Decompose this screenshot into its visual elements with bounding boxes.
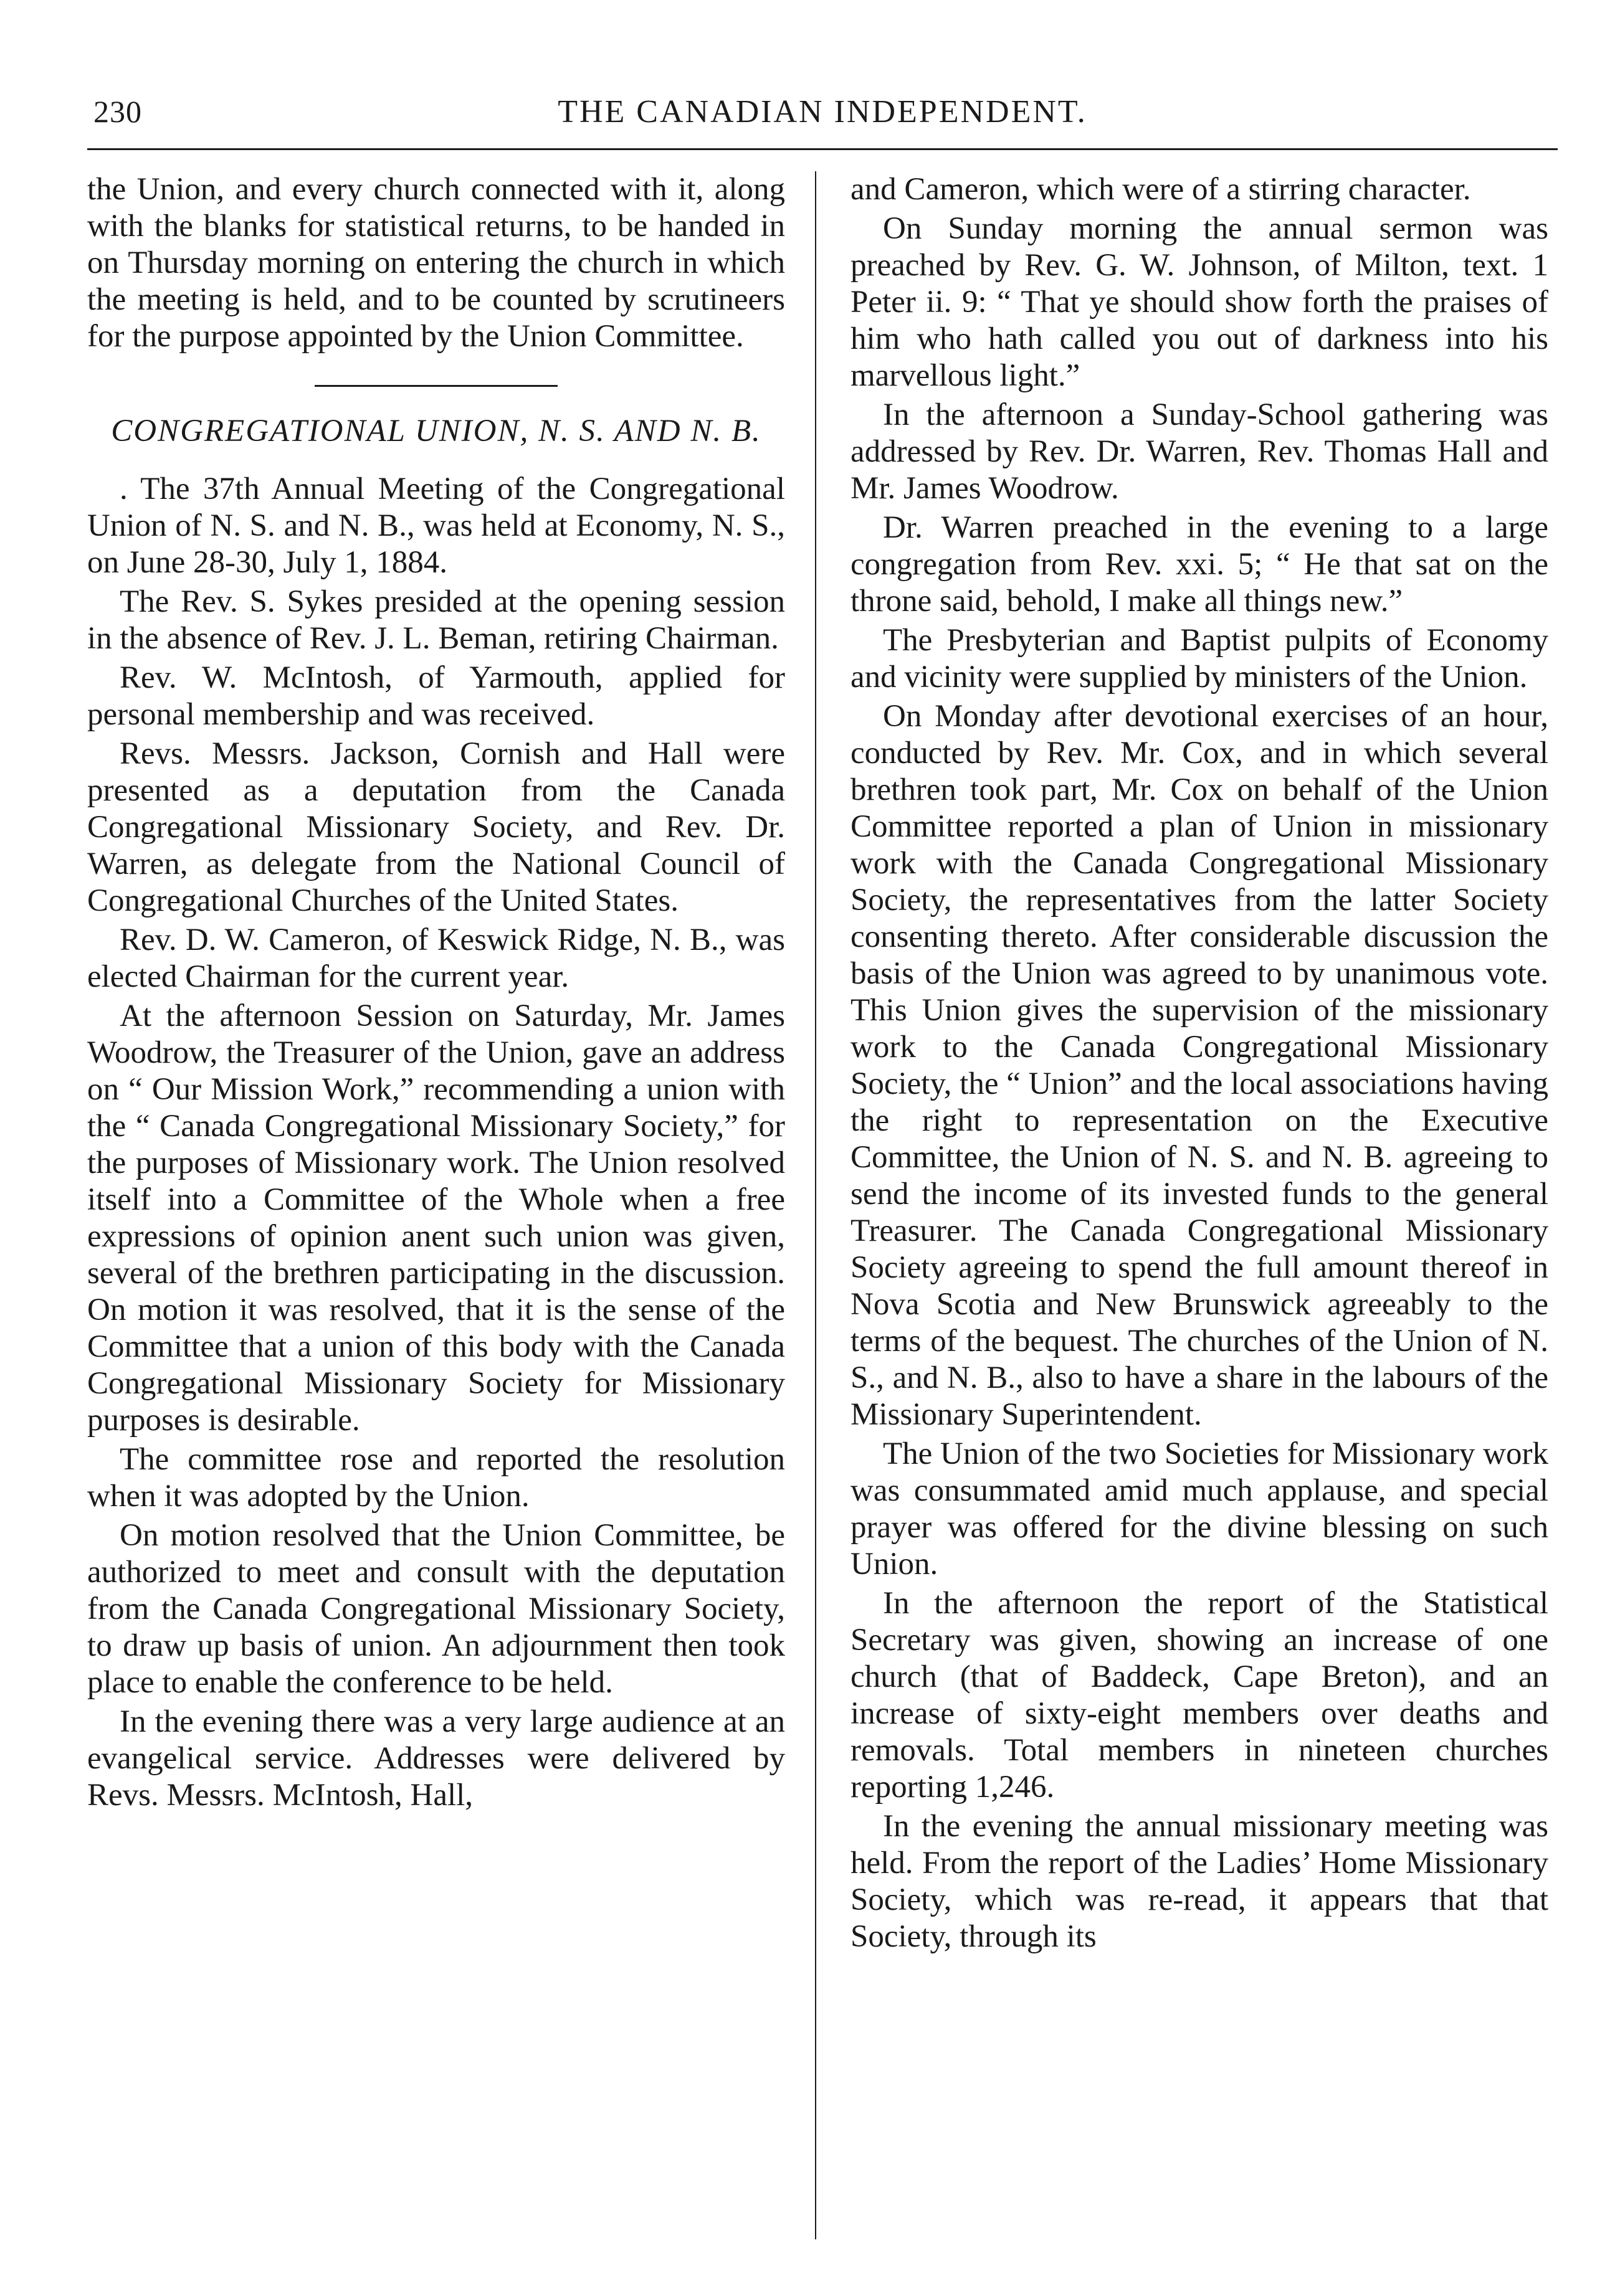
paragraph: On Monday after devotional exercises of an hour, conducted by Rev. Mr. Cox, and in which several brethren took part, Mr. Cox on behalf of the Union Committee reported a plan of Union in missionary work with the Canada Congregational Missionary Society, the representatives from the latter Society consenting thereto. After considerable discussion the basis of the Union was agreed to by unanimous vote. This Union gives the supervision of the missionary work to the Canada Congregational Missionary Society, the “ Union” and the local associations having the right to representation on the Executive Committee, the Union of N. S. and N. B. agreeing to send the income of its invested funds to the general Treasurer. The Canada Congregational Missionary Society agreeing to spend the full amount thereof in Nova Scotia and New Brunswick agreeably to the terms of the bequest. The churches of the Union of N. S., and N. B., also to have a share in the labours of the Missionary Superintendent.: [850, 699, 1548, 1432]
paragraph: . The 37th Annual Meeting of the Congregational Union of N. S. and N. B., was held at Economy, N. S., on June 28-30, July 1, 1884.: [87, 472, 785, 580]
paragraph: In the afternoon the report of the Statistical Secretary was given, showing an increase of one church (that of Baddeck, Cape Breton), and an increase of sixty-eight members over deaths and removals. Total members in nineteen churches reporting 1,246.: [850, 1586, 1548, 1805]
paragraph: In the evening there was a very large audience at an evangelical service. Addresses were delivered by Revs. Messrs. McIntosh, Hall,: [87, 1704, 785, 1813]
paragraph: On motion resolved that the Union Committee, be authorized to meet and consult with the deputation from the Canada Congregational Missionary Society, to draw up basis of union. An adjournment then took place to enable the conference to be held.: [87, 1518, 785, 1700]
continued-paragraph: and Cameron, which were of a stirring character.: [850, 172, 1471, 207]
paragraph: Rev. W. McIntosh, of Yarmouth, applied for personal membership and was received.: [87, 660, 785, 732]
paragraph: Rev. D. W. Cameron, of Keswick Ridge, N. B., was elected Chairman for the current year.: [87, 923, 785, 994]
right-column: [850, 171, 1548, 1958]
paragraph: The Union of the two Societies for Missionary work was consummated amid much applause, and special prayer was offered for the divine blessing on such Union.: [850, 1436, 1548, 1582]
running-head: [87, 81, 1558, 143]
section-divider: [315, 385, 558, 387]
paragraph: In the afternoon a Sunday-School gathering was addressed by Rev. Dr. Warren, Rev. Thomas Hall and Mr. James Woodrow.: [850, 397, 1548, 506]
paragraph: Dr. Warren preached in the evening to a large congregation from Rev. xxi. 5; “ He that sat on the throne said, behold, I make all things new.”: [850, 510, 1548, 619]
text-columns: [87, 171, 1558, 2249]
paragraph: The committee rose and reported the resolution when it was adopted by the Union.: [87, 1442, 785, 1514]
column-rule: [815, 171, 816, 2239]
document-page: [87, 81, 1558, 2249]
paragraph: The Rev. S. Sykes presided at the opening session in the absence of Rev. J. L. Beman, retiring Chairman.: [87, 584, 785, 656]
journal-title: THE CANADIAN INDEPENDENT.: [558, 94, 1087, 130]
continued-paragraph: the Union, and every church connected with it, along with the blanks for statistical returns, to be handed in on Thursday morning on entering the church in which the meeting is held, and to be counted by scrutineers for the purpose appointed by the Union Committee.: [87, 172, 785, 354]
paragraph: At the afternoon Session on Saturday, Mr. James Woodrow, the Treasurer of the Union, gave an address on “ Our Mission Work,” recommending a union with the “ Canada Congregational Missionary Society,” for the purposes of Missionary work. The Union resolved itself into a Committee of the Whole when a free expressions of opinion anent such union was given, several of the brethren participating in the discussion. On motion it was resolved, that it is the sense of the Committee that a union of this body with the Canada Congregational Missionary Society for Missionary purposes is desirable.: [87, 999, 785, 1438]
section-heading: CONGREGATIONAL UNION, N. S. AND N. B.: [111, 414, 761, 448]
paragraph: In the evening the annual missionary meeting was held. From the report of the Ladies’ Home Missionary Society, which was re-read, it appears that that Society, through its: [850, 1809, 1548, 1954]
paragraph: On Sunday morning the annual sermon was preached by Rev. G. W. Johnson, of Milton, text. 1 Peter ii. 9: “ That ye should show forth the praises of him who hath called you out of darkness into his marvellous light.”: [850, 211, 1548, 393]
page-number: 230: [93, 94, 142, 129]
header-rule: [87, 148, 1558, 150]
paragraph: The Presbyterian and Baptist pulpits of Economy and vicinity were supplied by ministers of the Union.: [850, 623, 1548, 695]
paragraph: Revs. Messrs. Jackson, Cornish and Hall were presented as a deputation from the Canada Congregational Missionary Society, and Rev. Dr. Warren, as delegate from the National Council of Congregational Churches of the United States.: [87, 736, 785, 918]
left-column: [87, 171, 785, 1816]
